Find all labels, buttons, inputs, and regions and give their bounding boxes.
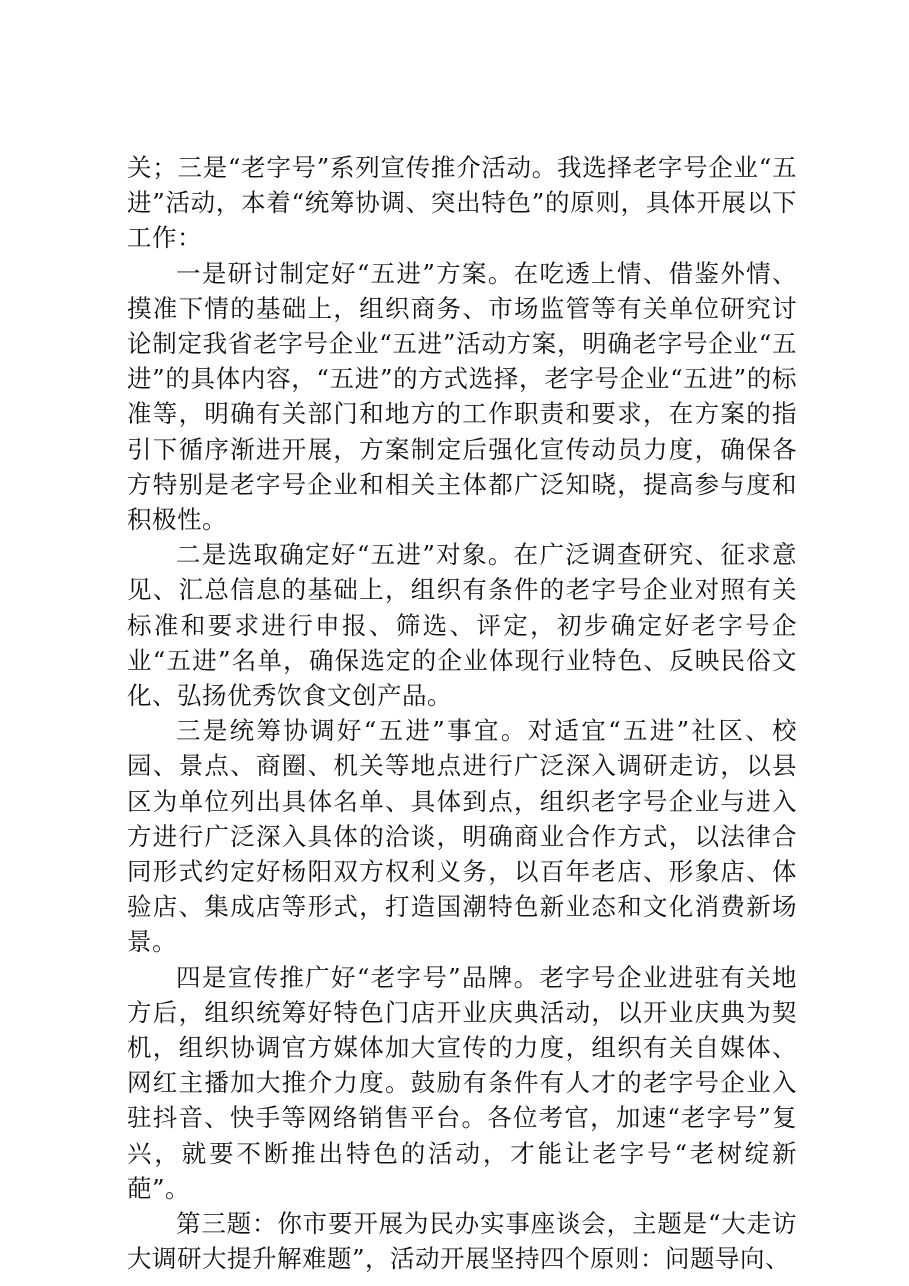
document-body — [127, 150, 797, 1277]
paragraph-continuation: 关；三是“老字号”系列宣传推介活动。我选择老字号企业“五进”活动，本着“统筹协调、突出特色”的原则，具体开展以下工作： — [127, 153, 797, 253]
paragraph-question-three: 第三题：你市要开展为民办实事座谈会，主题是“大走访大调研大提升解难题”，活动开展坚持四个原则：问题导向、 — [127, 1209, 797, 1274]
paragraph-promote-brand: 四是宣传推广好“老字号”品牌。老字号企业进驻有关地方后，组织统筹好特色门店开业庆典活动，以开业庆典为契机，组织协调官方媒体加大宣传的力度，组织有关自媒体、网红主播加大推介力度。鼓励有条件有人才的老字号企业入驻抖音、快手等网络销售平台。各位考官，加速“老字号”复兴，就要不断推出特色的活动，才能让老字号“老树绽新葩”。 — [127, 962, 797, 1203]
paragraph-research-plan: 一是研讨制定好“五进”方案。在吃透上情、借鉴外情、摸准下情的基础上，组织商务、市场监管等有关单位研究讨论制定我省老字号企业“五进”活动方案，明确老字号企业“五进”的具体内容，“五进”的方式选择，老字号企业“五进”的标准等，明确有关部门和地方的工作职责和要求，在方案的指引下循序渐进开展，方案制定后强化宣传动员力度，确保各方特别是老字号企业和相关主体都广泛知晓，提高参与度和积极性。 — [127, 258, 797, 535]
paragraph-select-targets: 二是选取确定好“五进”对象。在广泛调查研究、征求意见、汇总信息的基础上，组织有条件的老字号企业对照有关标准和要求进行申报、筛选、评定，初步确定好老字号企业“五进”名单，确保选定的企业体现行业特色、反映民俗文化、弘扬优秀饮食文创产品。 — [127, 540, 797, 711]
paragraph-coordinate-matters: 三是统筹协调好“五进”事宜。对适宜“五进”社区、校园、景点、商圈、机关等地点进行广泛深入调研走访，以县区为单位列出具体名单、具体到点，组织老字号企业与进入方进行广泛深入具体的洽谈，明确商业合作方式，以法律合同形式约定好杨阳双方权利义务，以百年老店、形象店、体验店、集成店等形式，打造国潮特色新业态和文化消费新场景。 — [127, 716, 797, 957]
